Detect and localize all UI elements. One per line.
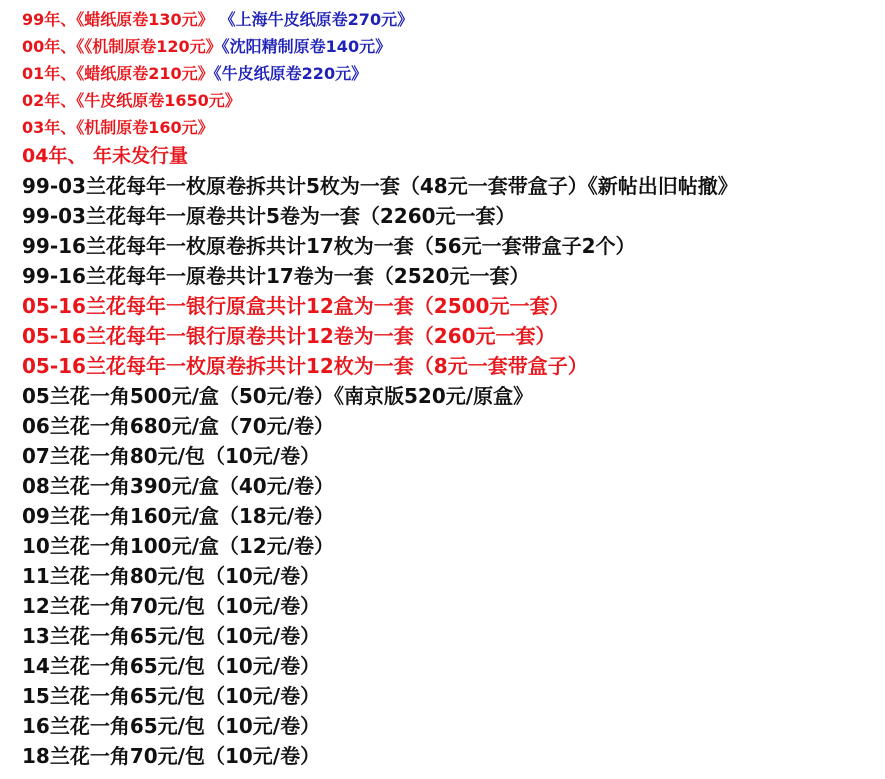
line-segment: 10兰花一角100元/盒（12元/卷）	[22, 534, 335, 558]
line-segment: 00年、《《机制原卷120元》	[22, 37, 222, 56]
year-price-line	[22, 501, 882, 531]
set-line	[22, 351, 882, 381]
year-price-line	[22, 441, 882, 471]
price-list-document	[22, 6, 882, 771]
line-segment: 05-16兰花每年一银行原盒共计12盒为一套（2500元一套）	[22, 294, 570, 318]
line-segment: 05兰花一角500元/盒（50元/卷）《南京版520元/原盒》	[22, 384, 534, 408]
price-line-2002	[22, 87, 882, 114]
line-segment: 《沈阳精制原卷140元》	[221, 37, 392, 56]
line-segment: 18兰花一角70元/包（10元/卷）	[22, 744, 321, 768]
line-segment: 02年、《牛皮纸原卷1650元》	[22, 91, 241, 110]
line-segment: 99-03兰花每年一原卷共计5卷为一套（2260元一套）	[22, 204, 516, 228]
line-segment: 03年、《机制原卷160元》	[22, 118, 214, 137]
line-segment: 04年、 年未发行量	[22, 145, 189, 167]
year-price-line	[22, 561, 882, 591]
line-segment: 09兰花一角160元/盒（18元/卷）	[22, 504, 335, 528]
line-segment: 07兰花一角80元/包（10元/卷）	[22, 444, 321, 468]
price-line-2003	[22, 114, 882, 141]
line-segment: 99-03兰花每年一枚原卷拆共计5枚为一套（48元一套带盒子）《新帖出旧帖撤》	[22, 174, 738, 198]
set-line	[22, 201, 882, 231]
line-segment: 16兰花一角65元/包（10元/卷）	[22, 714, 321, 738]
year-price-line	[22, 651, 882, 681]
year-price-line	[22, 621, 882, 651]
set-line	[22, 291, 882, 321]
year-price-line	[22, 381, 882, 411]
line-segment: 12兰花一角70元/包（10元/卷）	[22, 594, 321, 618]
line-segment: 《牛皮纸原卷220元》	[213, 64, 368, 83]
price-line-2001	[22, 60, 882, 87]
set-line	[22, 171, 882, 201]
line-segment: 05-16兰花每年一银行原卷共计12卷为一套（260元一套）	[22, 324, 556, 348]
line-segment: 99-16兰花每年一枚原卷拆共计17枚为一套（56元一套带盒子2个）	[22, 234, 636, 258]
line-segment: 08兰花一角390元/盒（40元/卷）	[22, 474, 335, 498]
year-price-line	[22, 591, 882, 621]
line-segment: 14兰花一角65元/包（10元/卷）	[22, 654, 321, 678]
line-segment: 99-16兰花每年一原卷共计17卷为一套（2520元一套）	[22, 264, 530, 288]
line-segment: 01年、《蜡纸原卷210元》	[22, 64, 214, 83]
year-price-line	[22, 741, 882, 771]
price-line-2004	[22, 141, 882, 171]
line-segment: 《上海牛皮纸原卷270元》	[219, 10, 414, 29]
price-line-1999	[22, 6, 882, 33]
year-price-line	[22, 531, 882, 561]
year-price-line	[22, 471, 882, 501]
line-segment: 15兰花一角65元/包（10元/卷）	[22, 684, 321, 708]
set-line	[22, 231, 882, 261]
set-line	[22, 261, 882, 291]
set-line	[22, 321, 882, 351]
year-price-line	[22, 711, 882, 741]
line-segment: 05-16兰花每年一枚原卷拆共计12枚为一套（8元一套带盒子）	[22, 354, 588, 378]
line-segment: 06兰花一角680元/盒（70元/卷）	[22, 414, 335, 438]
line-segment: 13兰花一角65元/包（10元/卷）	[22, 624, 321, 648]
line-segment: 99年、《蜡纸原卷130元》	[22, 10, 214, 29]
line-segment: 11兰花一角80元/包（10元/卷）	[22, 564, 321, 588]
year-price-line	[22, 681, 882, 711]
year-price-line	[22, 411, 882, 441]
price-line-2000	[22, 33, 882, 60]
